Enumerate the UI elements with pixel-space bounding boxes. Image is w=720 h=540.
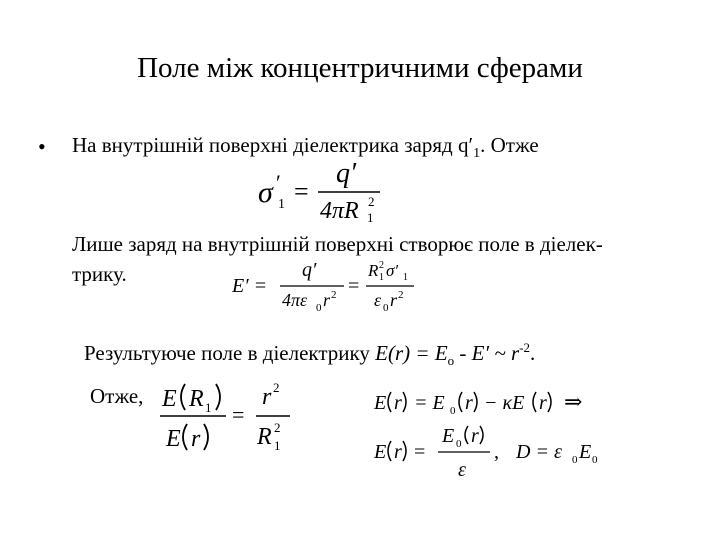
line4-sub: o xyxy=(447,353,455,369)
text-line-2: Лише заряд на внутрішній поверхні створює поле в діелек- xyxy=(72,232,603,256)
f3-rden-sub: 1 xyxy=(274,438,281,453)
line1-subscript: 1 xyxy=(473,146,481,162)
f4-e: E xyxy=(374,392,387,414)
f4-lparen1 xyxy=(388,392,391,412)
f3-rden: R xyxy=(257,424,272,450)
f2-den1-sub: 0 xyxy=(316,302,322,314)
f3-num: E xyxy=(162,386,177,412)
f3-eq: = xyxy=(232,402,245,427)
f1-den-sup: 2 xyxy=(368,194,375,209)
text-line-5: Отже, xyxy=(90,384,144,408)
f5-d-e: E xyxy=(579,441,592,463)
text-line-3: трику. xyxy=(72,262,127,286)
f4-arrow: ⇒ xyxy=(564,389,583,414)
formula-ratio xyxy=(158,372,298,454)
f5-den: ε xyxy=(458,459,466,481)
f4-rparen3 xyxy=(548,392,551,412)
line4-prefix: Результуюче поле в діелектрику xyxy=(84,341,376,365)
f5-lparen1 xyxy=(388,441,391,461)
f5-lparen2 xyxy=(465,426,468,444)
f4-lparen2 xyxy=(459,392,462,412)
f2-den1-sup: 2 xyxy=(331,289,337,301)
f5-num-sub: 0 xyxy=(456,438,462,450)
f2-eq: = xyxy=(348,275,360,297)
f3-num-arg-sub: 1 xyxy=(205,400,212,415)
f4-sub0: 0 xyxy=(450,405,456,417)
f1-eq: = xyxy=(294,177,309,206)
f5-rparen1 xyxy=(403,441,406,461)
line1-text: На внутрішній поверхні діелектрика заряд q′ xyxy=(72,133,474,157)
f3-rden-sup: 2 xyxy=(274,420,281,435)
f5-eq: = xyxy=(414,441,426,463)
formula-sigma xyxy=(250,156,410,226)
line1-after: . Отже xyxy=(480,133,539,157)
f4-r2: r xyxy=(465,392,473,414)
line4-sup: -2 xyxy=(519,340,530,355)
f2-num2-sub: 1 xyxy=(379,272,384,283)
f2-den2-r: r xyxy=(390,290,398,310)
f2-den1-r: r xyxy=(323,290,331,310)
line4-formula: E(r) = E xyxy=(375,341,448,365)
f5-d: D = ε xyxy=(516,441,562,463)
f4-r3: r xyxy=(539,392,547,414)
f5-r: r xyxy=(394,441,402,463)
f5-comma: , xyxy=(494,441,499,463)
formula-kappa xyxy=(372,382,608,422)
f2-den2-sub: 0 xyxy=(383,302,389,314)
f4-eq-e0: = E xyxy=(414,392,445,414)
f5-d-e-sub: 0 xyxy=(592,454,598,466)
f4-lparen3 xyxy=(533,392,536,412)
f1-sigma: σ xyxy=(258,176,273,209)
f3-rnum: r xyxy=(262,384,272,410)
f3-den-arg: r xyxy=(191,426,201,452)
f1-den: 4πR xyxy=(320,198,359,224)
f3-num-arg: R xyxy=(189,386,204,412)
f4-minus-ke: − κE xyxy=(484,392,525,414)
f1-prime: ′ xyxy=(276,170,281,195)
f2-num2-sigma-sub: 1 xyxy=(403,272,408,283)
f4-rparen2 xyxy=(474,392,477,412)
f3-den-lparen xyxy=(183,424,187,450)
f3-num-rparen xyxy=(216,384,220,410)
line4-end: . xyxy=(529,341,536,365)
formula-e-prime xyxy=(232,254,422,318)
f2-num2: R xyxy=(368,261,379,280)
f2-den2: ε xyxy=(374,290,382,310)
f1-num: q′ xyxy=(336,158,357,189)
f2-den1: 4πε xyxy=(282,290,308,310)
f5-rparen2 xyxy=(480,426,483,444)
f3-num-lparen xyxy=(181,384,185,410)
f2-num2-sigma: σ′ xyxy=(386,261,399,280)
f2-den2-sup: 2 xyxy=(398,289,404,301)
f5-num-arg: r xyxy=(471,425,479,447)
f1-sub: 1 xyxy=(278,197,285,212)
f1-den-sub: 1 xyxy=(367,210,374,225)
f2-num1: q′ xyxy=(302,259,317,281)
f5-d-sub: 0 xyxy=(572,454,578,466)
text-line-4 xyxy=(84,340,535,369)
f5-num: E xyxy=(442,425,455,447)
f3-den: E xyxy=(166,426,181,452)
f5-e: E xyxy=(374,441,387,463)
f3-rnum-sup: 2 xyxy=(273,380,280,395)
f3-den-rparen xyxy=(204,424,208,450)
formula-field-d xyxy=(372,422,612,488)
f4-rparen1 xyxy=(403,392,406,412)
f2-num2-sup: 2 xyxy=(379,260,384,271)
bullet-marker: • xyxy=(38,134,46,159)
line4-mid: - E′ ~ r xyxy=(454,341,520,365)
slide-title: Поле між концентричними сферами xyxy=(137,52,583,84)
f2-lhs: E′ = xyxy=(232,275,268,297)
f4-r1: r xyxy=(394,392,402,414)
